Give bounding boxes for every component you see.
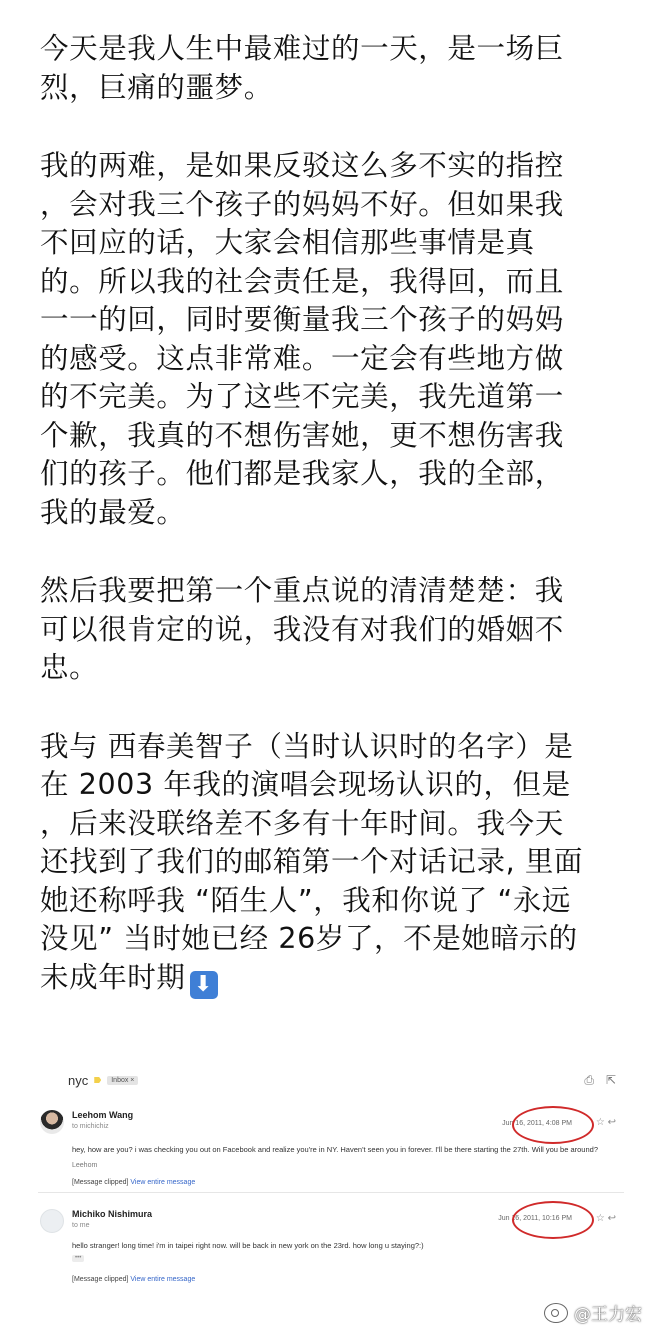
paragraph-1 <box>40 30 630 107</box>
email-header-tools <box>584 1073 616 1088</box>
text-line: 的。所以我的社会责任是，我得回，而且 <box>40 264 564 298</box>
text-line: ，会对我三个孩子的妈妈不好。但如果我 <box>40 187 564 221</box>
sender-name: Leehom Wang <box>72 1110 134 1120</box>
text-line: 在 2003 年我的演唱会现场认识的，但是 <box>40 768 571 801</box>
red-circle-annotation <box>512 1201 594 1239</box>
text-line: 忠。 <box>40 651 99 684</box>
text-line: 的感受。这点非常难。一定会有些地方做 <box>40 341 564 375</box>
clipped-label: [Message clipped] <box>72 1179 129 1186</box>
text-line: 烈，巨痛的噩梦。 <box>40 70 273 104</box>
star-icon: ☆ <box>595 1213 605 1224</box>
text-line: 我的两难，是如果反驳这么多不实的指控 <box>40 149 564 182</box>
down-arrow-icon: ⬇ <box>190 971 218 999</box>
watermark-text: @王力宏 <box>574 1305 642 1325</box>
text-line: 个歉，我真的不想伤害她，更不想伤害我 <box>40 418 564 452</box>
text-line: 的不完美。为了这些不完美，我先道第一 <box>40 380 564 413</box>
email-message-1 <box>38 1092 624 1192</box>
weibo-watermark <box>544 1300 642 1325</box>
text-line: 我的最爱。 <box>40 495 186 529</box>
paragraph-4 <box>40 728 630 999</box>
text-line: 没见” 当时她已经 26岁了，不是她暗示的 <box>40 922 578 955</box>
email-screenshot <box>38 1068 624 1288</box>
importance-tag-icon <box>94 1077 101 1083</box>
message-action-icons <box>596 1213 616 1224</box>
sender-avatar <box>40 1110 64 1134</box>
star-icon: ☆ <box>595 1117 605 1128</box>
message-clipped-line <box>72 1276 195 1283</box>
message-action-icons <box>596 1117 616 1128</box>
text-line: 还找到了我们的邮箱第一个对话记录, 里面 <box>40 845 584 878</box>
view-entire-message-link[interactable]: View entire message <box>130 1276 196 1283</box>
sender-name: Michiko Nishimura <box>72 1209 153 1219</box>
clipped-label: [Message clipped] <box>72 1276 129 1283</box>
text-line: 们的孩子。他们都是我家人，我的全部， <box>40 457 564 490</box>
reply-icon: ↩ <box>607 1117 616 1128</box>
text-line: 未成年时期 <box>40 960 186 994</box>
text-line: ，后来没联络差不多有十年时间。我今天 <box>40 806 564 840</box>
message-date: Jun 16, 2011, 10:16 PM <box>498 1215 572 1222</box>
paragraph-3 <box>40 572 630 688</box>
text-line: 一一的回，同时要衡量我三个孩子的妈妈 <box>40 303 564 336</box>
print-icon: ⎙ <box>584 1072 594 1087</box>
article <box>40 30 630 1039</box>
recipient-line: to michichiz <box>72 1123 109 1130</box>
text-line-with-emoji <box>40 959 630 999</box>
open-new-window-icon: ⇱ <box>605 1072 616 1087</box>
message-body: hey, how are you? i was checking you out on Facebook and realize you're in NY. Haven't seen you in forever. I'll be there starting the 27th. Will you be around? <box>72 1145 598 1154</box>
sender-avatar <box>40 1209 64 1233</box>
email-subject: nyc <box>68 1072 89 1088</box>
email-message-2 <box>38 1193 624 1288</box>
message-signature: Leehom <box>72 1162 98 1169</box>
show-trimmed-content[interactable]: ••• <box>72 1255 84 1262</box>
email-header <box>38 1068 624 1092</box>
weibo-logo-icon <box>544 1303 568 1323</box>
view-entire-message-link[interactable]: View entire message <box>130 1179 196 1186</box>
text-line: 不回应的话，大家会相信那些事情是真 <box>40 226 535 259</box>
red-circle-annotation <box>512 1106 594 1144</box>
message-clipped-line <box>72 1179 195 1186</box>
reply-icon: ↩ <box>607 1213 616 1224</box>
text-line: 我与 西春美智子（当时认识时的名字）是 <box>40 729 574 763</box>
inbox-label: Inbox × <box>107 1076 138 1085</box>
text-line: 她还称呼我 “陌生人”，我和你说了 “永远 <box>40 883 572 917</box>
recipient-line: to me <box>72 1222 90 1229</box>
text-line: 然后我要把第一个重点说的清清楚楚：我 <box>40 574 564 607</box>
text-line: 可以很肯定的说，我没有对我们的婚姻不 <box>40 612 564 646</box>
message-body: hello stranger! long time! i'm in taipei right now. will be back in new york on the 23rd. how long u staying?:) <box>72 1241 424 1250</box>
text-line: 今天是我人生中最难过的一天，是一场巨 <box>40 32 564 65</box>
message-date: Jun 16, 2011, 4:08 PM <box>502 1120 572 1127</box>
paragraph-2 <box>40 147 630 532</box>
